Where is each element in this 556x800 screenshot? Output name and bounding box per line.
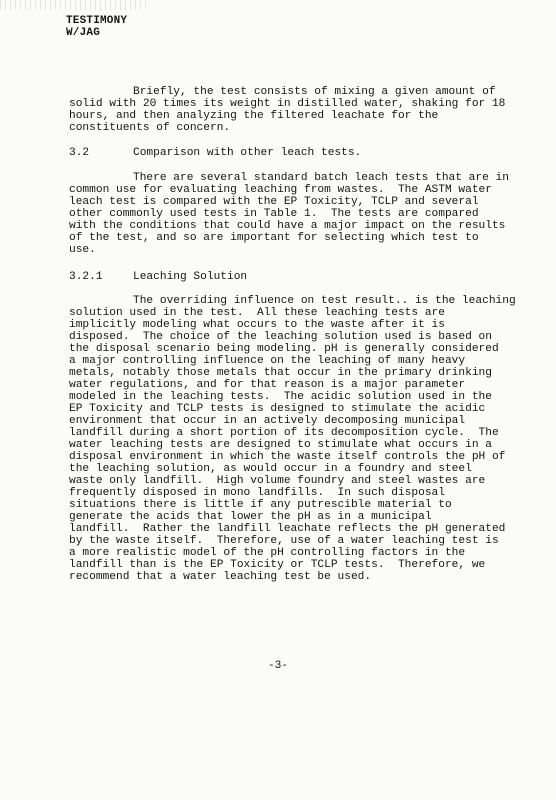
paragraph-3-line-13: water leaching tests are designed to stimulate what occurs in a	[69, 439, 492, 451]
paragraph-3-line-9: modeled in the leaching tests. The acidic solution used in the	[69, 391, 492, 403]
paragraph-2-line-2: common use for evaluating leaching from wastes. The ASTM water	[69, 184, 492, 196]
section-3-2-title: Comparison with other leach tests.	[133, 147, 362, 159]
paragraph-2-line-5: with the conditions that could have a major impact on the results	[69, 220, 506, 232]
paragraph-2-line-1: There are several standard batch leach tests that are in	[133, 172, 509, 184]
header-initials: W/JAG	[66, 27, 101, 39]
paragraph-3-line-18: situations there is little if any putrescible material to	[69, 499, 452, 511]
paragraph-3-line-17: frequently disposed in mono landfills. In such disposal	[69, 487, 445, 499]
paragraph-3-line-12: landfill during a short portion of its decomposition cycle. The	[69, 427, 499, 439]
paragraph-3-line-14: disposal environment in which the waste itself controls the pH of	[69, 451, 506, 463]
paragraph-3-line-7: metals, notably those metals that occur in the primary drinking	[69, 367, 492, 379]
section-3-2-1-title: Leaching Solution	[133, 271, 248, 283]
paragraph-1-line-4: constituents of concern.	[69, 122, 231, 134]
paragraph-3-line-5: the disposal scenario being modeling. pH is generally considered	[69, 343, 499, 355]
paragraph-2-line-4: other commonly used tests in Table 1. The tests are compared	[69, 208, 479, 220]
paragraph-3-line-20: landfill. Rather the landfill leachate reflects the pH generated	[69, 523, 506, 535]
paragraph-3-line-1: The overriding influence on test result.. is the leaching	[133, 295, 516, 307]
page-number: -3-	[267, 660, 289, 672]
paragraph-3-line-22: a more realistic model of the pH controlling factors in the	[69, 547, 466, 559]
document-header	[66, 15, 127, 39]
paragraph-3-line-3: implicitly modeling what occurs to the waste after it is	[69, 319, 445, 331]
paragraph-3-line-21: by the waste itself. Therefore, use of a water leaching test is	[69, 535, 499, 547]
paragraph-3-line-11: environment that occur in an actively decomposing municipal	[69, 415, 466, 427]
paragraph-3-line-2: solution used in the test. All these leaching tests are	[69, 307, 445, 319]
section-3-2-number: 3.2	[69, 147, 90, 159]
paragraph-2-line-3: leach test is compared with the EP Toxicity, TCLP and several	[69, 196, 479, 208]
paragraph-3-line-6: a major controlling influence on the leaching of many heavy	[69, 355, 466, 367]
paragraph-2-line-7: use.	[69, 244, 96, 256]
paragraph-1-line-3: hours, and then analyzing the filtered leachate for the	[69, 110, 439, 122]
header-testimony: TESTIMONY	[66, 15, 128, 27]
paragraph-1-line-2: solid with 20 times its weight in distilled water, shaking for 18	[69, 98, 506, 110]
paragraph-3-line-4: disposed. The choice of the leaching solution used is based on	[69, 331, 492, 343]
scan-speckle	[0, 0, 150, 10]
paragraph-3-line-19: generate the acids that lower the pH as in a municipal	[69, 511, 432, 523]
paragraph-1-line-1: Briefly, the test consists of mixing a given amount of	[133, 86, 496, 98]
paragraph-3-line-10: EP Toxicity and TCLP tests is designed to stimulate the acidic	[69, 403, 486, 415]
paragraph-3-line-16: waste only landfill. High volume foundry and steel wastes are	[69, 475, 486, 487]
section-3-2-1-number: 3.2.1	[69, 271, 103, 283]
paragraph-3-line-24: recommend that a water leaching test be used.	[69, 571, 372, 583]
paragraph-3-line-8: water regulations, and for that reason is a major parameter	[69, 379, 466, 391]
paragraph-3-line-23: landfill than is the EP Toxicity or TCLP tests. Therefore, we	[69, 559, 486, 571]
paragraph-2-line-6: of the test, and so are important for selecting which test to	[69, 232, 479, 244]
paragraph-3-line-15: the leaching solution, as would occur in a foundry and steel	[69, 463, 472, 475]
